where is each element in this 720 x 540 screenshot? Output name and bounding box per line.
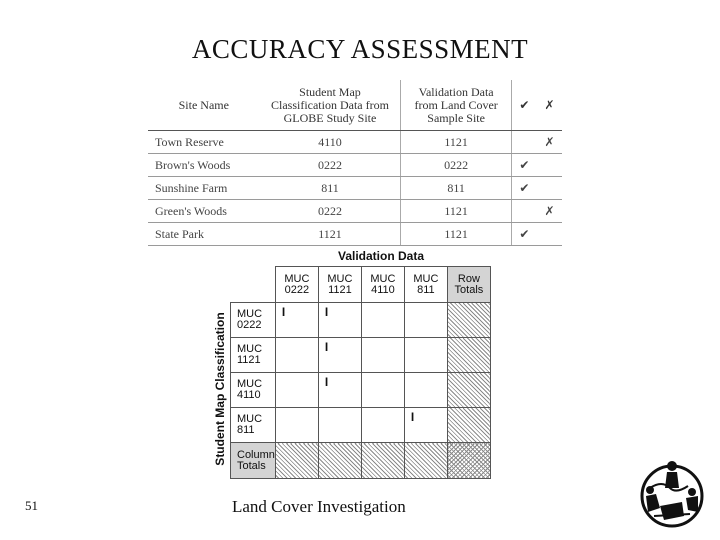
validation-value: 1121 xyxy=(401,223,512,246)
student-classification-title: Student Map Classification xyxy=(213,312,227,466)
matrix-row xyxy=(231,303,491,338)
student-value: 1121 xyxy=(260,223,401,246)
site-name: Brown's Woods xyxy=(148,154,260,177)
check-icon xyxy=(511,131,537,154)
page-number: 51 xyxy=(25,498,38,513)
error-matrix xyxy=(230,266,491,479)
cross-header-icon: ✗ xyxy=(537,80,562,131)
matrix-cell: I xyxy=(404,408,447,443)
column-total-cell xyxy=(275,443,318,479)
row-total-cell xyxy=(447,303,490,338)
validation-header-line: from Land Cover xyxy=(414,97,498,112)
matrix-row xyxy=(231,408,491,443)
matrix-cell xyxy=(404,303,447,338)
validation-value: 1121 xyxy=(401,200,512,223)
validation-data-title: Validation Data xyxy=(337,249,425,263)
matrix-cell xyxy=(275,338,318,373)
matrix-cell xyxy=(275,373,318,408)
matrix-row-header: MUC 811 xyxy=(231,408,276,443)
student-value: 0222 xyxy=(260,154,401,177)
student-value: 0222 xyxy=(260,200,401,223)
site-name: Green's Woods xyxy=(148,200,260,223)
matrix-cell xyxy=(404,373,447,408)
cross-icon xyxy=(537,154,562,177)
column-total-cell xyxy=(318,443,361,479)
check-icon: ✔ xyxy=(511,154,537,177)
matrix-column-header: MUC 811 xyxy=(404,267,447,303)
table-row xyxy=(148,177,562,200)
validation-header-line: Sample Site xyxy=(427,110,485,125)
validation-header-line: Validation Data xyxy=(418,84,494,99)
matrix-row-header: MUC 4110 xyxy=(231,373,276,408)
matrix-cell: I xyxy=(318,338,361,373)
table-row xyxy=(148,131,562,154)
table-row xyxy=(148,223,562,246)
validation-value: 811 xyxy=(401,177,512,200)
check-icon: ✔ xyxy=(511,223,537,246)
matrix-header-row xyxy=(231,267,491,303)
matrix-cell: I xyxy=(318,303,361,338)
table-row xyxy=(148,200,562,223)
grand-total-cell xyxy=(447,443,490,479)
row-total-cell xyxy=(447,373,490,408)
globe-logo-icon xyxy=(636,458,708,530)
cross-icon: ✗ xyxy=(537,200,562,223)
footer-text: Land Cover Investigation xyxy=(232,497,406,516)
student-header-line: Classification Data from xyxy=(270,97,389,112)
matrix-corner xyxy=(231,267,276,303)
matrix-cell: I xyxy=(318,373,361,408)
student-header-line: GLOBE Study Site xyxy=(283,110,377,125)
matrix-cell xyxy=(318,408,361,443)
site-name: Sunshine Farm xyxy=(148,177,260,200)
validation-value: 1121 xyxy=(401,131,512,154)
student-value: 4110 xyxy=(260,131,401,154)
validation-data-header xyxy=(401,80,512,131)
row-total-cell xyxy=(447,338,490,373)
check-icon: ✔ xyxy=(511,177,537,200)
matrix-row xyxy=(231,373,491,408)
matrix-cell xyxy=(361,373,404,408)
matrix-cell xyxy=(361,408,404,443)
row-total-cell xyxy=(447,408,490,443)
student-data-header xyxy=(260,80,401,131)
matrix-cell: I xyxy=(275,303,318,338)
validation-value: 0222 xyxy=(401,154,512,177)
site-name: State Park xyxy=(148,223,260,246)
matrix-row xyxy=(231,338,491,373)
cross-icon xyxy=(537,223,562,246)
matrix-row-header: MUC 1121 xyxy=(231,338,276,373)
matrix-column-header: MUC 0222 xyxy=(275,267,318,303)
cross-icon xyxy=(537,177,562,200)
matrix-cell xyxy=(361,303,404,338)
page-title: ACCURACY ASSESSMENT xyxy=(191,34,529,64)
matrix-cell xyxy=(361,338,404,373)
matrix-row-header: MUC 0222 xyxy=(231,303,276,338)
row-totals-header: Row Totals xyxy=(447,267,490,303)
matrix-cell xyxy=(275,408,318,443)
site-table xyxy=(148,80,562,246)
site-name: Town Reserve xyxy=(148,131,260,154)
student-value: 811 xyxy=(260,177,401,200)
matrix-totals-row xyxy=(231,443,491,479)
cross-icon: ✗ xyxy=(537,131,562,154)
check-icon xyxy=(511,200,537,223)
column-totals-header: Column Totals xyxy=(231,443,276,479)
matrix-cell xyxy=(404,338,447,373)
check-header-icon: ✔ xyxy=(511,80,537,131)
matrix-column-header: MUC 4110 xyxy=(361,267,404,303)
student-header-line: Student Map xyxy=(299,84,361,99)
column-total-cell xyxy=(361,443,404,479)
matrix-column-header: MUC 1121 xyxy=(318,267,361,303)
table-row xyxy=(148,154,562,177)
column-total-cell xyxy=(404,443,447,479)
site-table-header xyxy=(148,80,562,131)
site-name-header: Site Name xyxy=(148,80,260,131)
